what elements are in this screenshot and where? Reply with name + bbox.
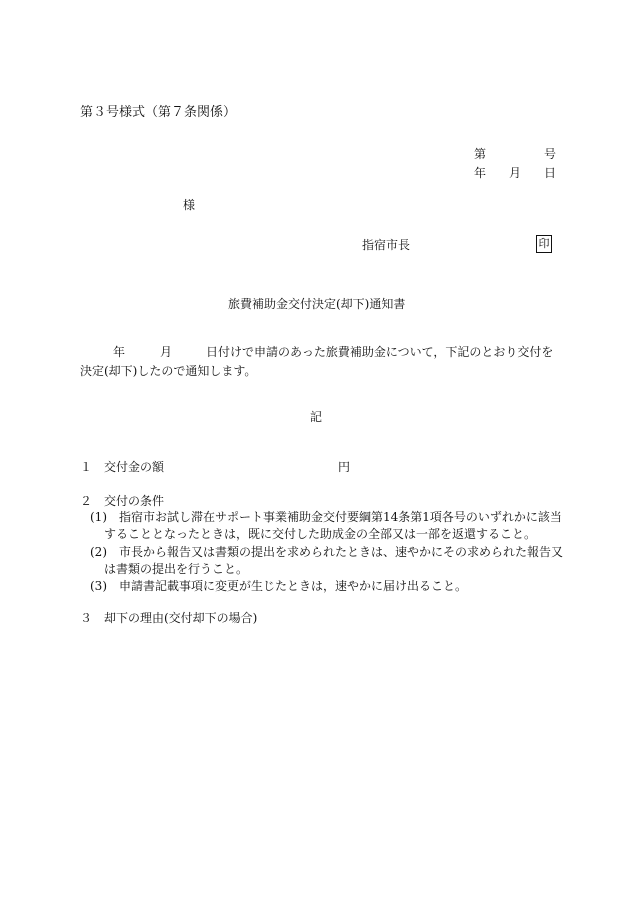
document-number-suffix: 号	[544, 147, 557, 161]
item-rejection-reason-label: ３ 却下の理由(交付却下の場合)	[80, 611, 258, 625]
condition-1-line1: 指宿市お試し滞在サポート事業補助金交付要綱第14条第1項各号のいずれかに該当	[119, 510, 562, 524]
condition-2-line1: 市長から報告又は書類の提出を求められたときは、速やかにその求められた報告又	[119, 545, 564, 559]
condition-3-number: (3)	[90, 579, 107, 593]
document-number-prefix: 第	[474, 147, 487, 161]
ki-heading: 記	[310, 410, 323, 424]
condition-2-line2: は書類の提出を行うこと。	[104, 562, 249, 576]
body-line2: 決定(却下)したので通知します。	[80, 364, 257, 378]
date-year: 年	[474, 166, 487, 180]
item-amount-unit: 円	[338, 460, 351, 474]
date-month: 月	[509, 166, 522, 180]
issuer-name: 指宿市長	[362, 238, 411, 252]
seal-mark: 印	[536, 235, 552, 253]
condition-2-number: (2)	[90, 545, 107, 559]
condition-1-number: (1)	[90, 510, 107, 524]
condition-3-line1: 申請書記載事項に変更が生じたときは，速やかに届け出ること。	[119, 579, 468, 593]
form-number-label: 第３号様式（第７条関係）	[80, 105, 237, 120]
body-year: 年	[113, 345, 126, 359]
item-conditions-label: ２ 交付の条件	[80, 494, 165, 508]
document-title: 旅費補助金交付決定(却下)通知書	[228, 297, 406, 311]
date-day: 日	[544, 166, 557, 180]
addressee-honorific: 様	[183, 198, 196, 212]
item-amount-label: １ 交付金の額	[80, 460, 165, 474]
body-month: 月	[160, 345, 173, 359]
condition-1-line2: することとなったときは，既に交付した助成金の全部又は一部を返還すること。	[104, 527, 537, 541]
body-line1: 日付けで申請のあった旅費補助金について，下記のとおり交付を	[206, 345, 554, 359]
